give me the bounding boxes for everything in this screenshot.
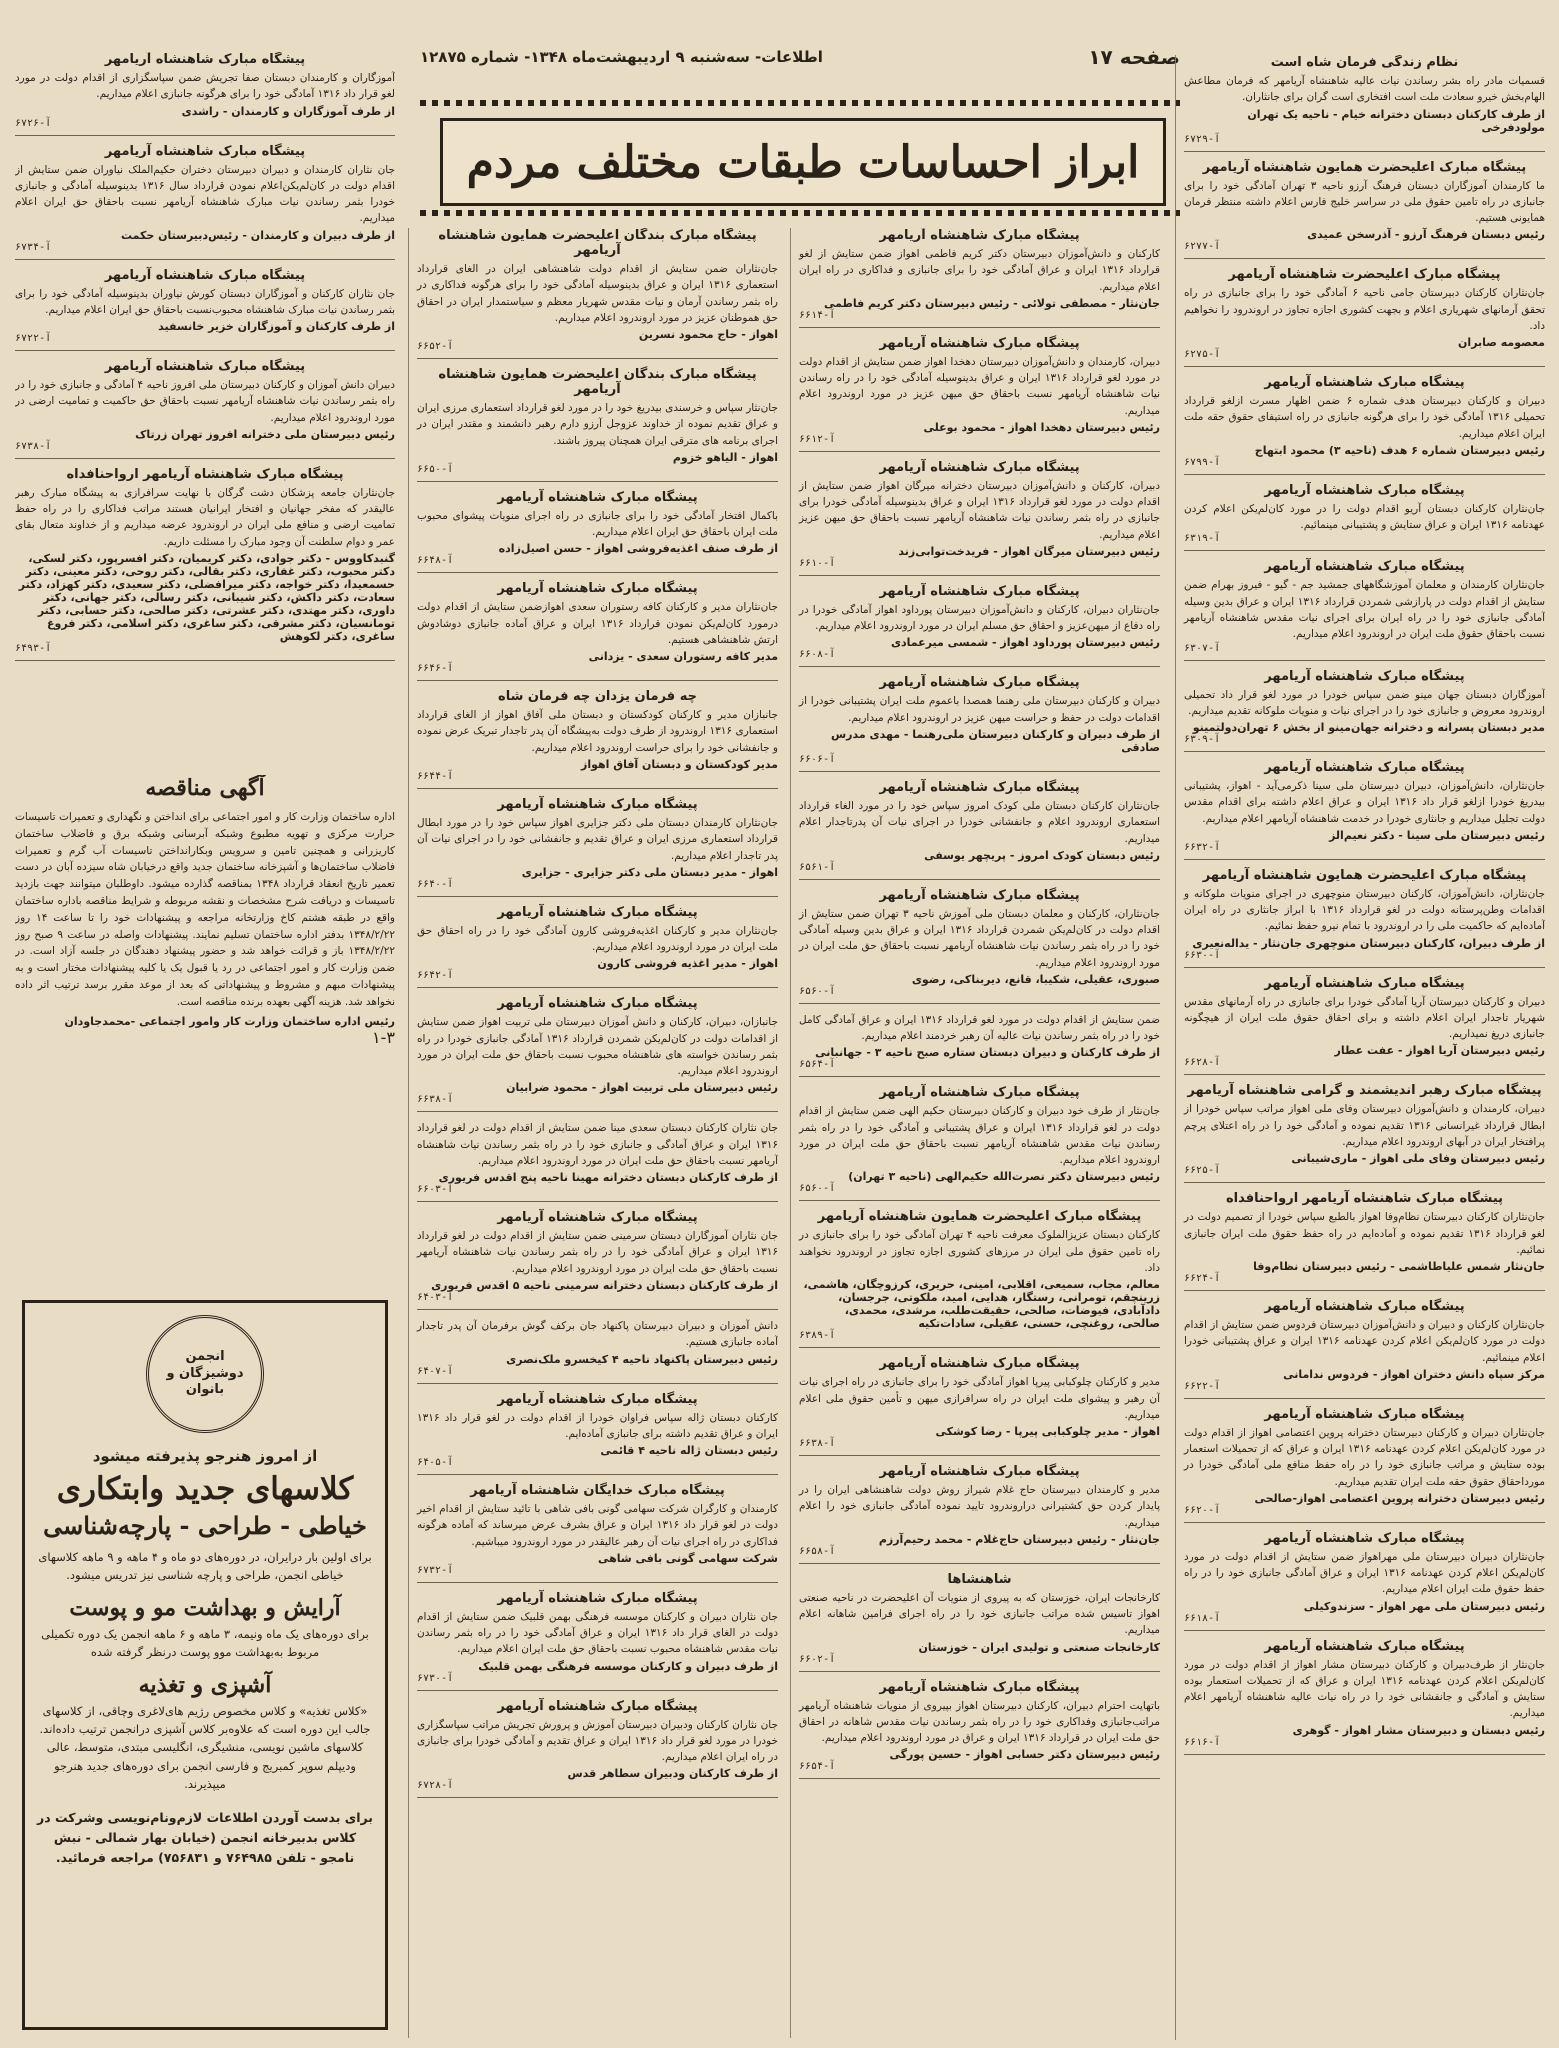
message-signature: رئیس دبیرستان ملی مهر اهواز - سزندوکیلی: [1303, 1599, 1545, 1613]
message-signature: شرکت سهامی گونی بافی شاهی: [597, 1551, 778, 1565]
message-signature: رئیس دبیرستان دخترانه پروین اعتصامی اهواز-صالحی: [1254, 1491, 1545, 1505]
message-title: پیشگاه مبارک شاهنشاه آریامهر: [497, 1590, 698, 1606]
message-body: جان‌نثاران دبیران و کارکنان دبیرستان دخترانه پروین اعتصامی اهواز از اقدام دولت در مورد کان‌لم‌یکن اعلام کردن عهدنامه ۱۳۱۶ ایران و عراق که از تحمیلات استعمار بوده ستایش و مراتب جانبازی خود را در راه حفظ منافع ملی آمادگی خودرا در مورداحقاق حقوق حقه ملت ایران تقدیم میداریم.: [1184, 1426, 1545, 1488]
message-block: [1184, 868, 1545, 968]
message-title: پیشگاه مبارک خدایگان شاهنشاه آریامهر: [470, 1483, 725, 1499]
message-code: آ-۶۴۰۵: [417, 1457, 454, 1469]
message-block: [799, 1572, 1160, 1672]
message-signature: از طرف آموزگاران و کارمندان - راشدی: [181, 104, 395, 118]
message-title: پیشگاه مبارک بندگان اعلیحضرت همایون شاهنشاه آریامهر: [438, 367, 757, 398]
message-block: [417, 1392, 778, 1476]
message-title: پیشگاه مبارک شاهنشاه آریامهر: [497, 904, 698, 920]
message-title: پیشگاه مبارک شاهنشاه آریامهر: [1264, 559, 1465, 575]
message-signature: اهواز - الیاهو خزوم: [672, 450, 778, 464]
message-block: [799, 675, 1160, 772]
message-title: پیشگاه مبارک شاهنشاه آریامهر: [497, 996, 698, 1012]
tender-notice: [15, 775, 395, 1255]
message-code: آ-۶۶۱۶: [1184, 1736, 1221, 1748]
message-signature: رئیس دبستان فرهنگ آرزو - آذرسخن عمیدی: [1307, 228, 1545, 242]
message-block: [799, 1012, 1160, 1078]
ad-headline: کلاسهای جدید وابتکاری: [56, 1471, 354, 1507]
message-body: کارکنان دبستان عزیزالملوک معرفت ناحیه ۴ تهران آمادگی خود را برای جانبازی در راه تامین حقوق ملی ایران در مرزهای کشوری اجازه تجاوز در اروندرود نخواهند داد.: [799, 1229, 1160, 1274]
masthead: [420, 40, 1180, 74]
message-title: پیشگاه مبارک بندگان اعلیحضرت همایون شاهنشاه آریامهر: [438, 228, 757, 258]
message-block: [799, 1209, 1160, 1348]
message-title: پیشگاه مبارک اعلیحضرت همایون شاهنشاه آریامهر: [817, 1209, 1142, 1225]
message-block: [417, 367, 778, 482]
message-signature: از طرف کارکنان و آموزگاران خزیر خانسفید: [158, 320, 395, 334]
message-code: آ-۶۶۱۸: [1184, 1612, 1221, 1624]
message-title: پیشگاه مبارک شاهنشاه آریامهر: [879, 1679, 1080, 1695]
message-code: آ-۶۶۱۰: [799, 557, 836, 569]
message-body: جان نثاران کارکنان و آموزگاران دبستان کورش نیاوران بدینوسیله آمادگی خود را برای بثمر رساندن نیات مبارک شاهنشاه محبوب‌نسبت باحقاق حق ایران اعلام میداریم.: [15, 287, 395, 316]
message-title: پیشگاه مبارک شاهنشاه آریامهر: [879, 779, 1080, 795]
message-title: پیشگاه مبارک شاهنشاه آریامهر: [1264, 482, 1465, 498]
message-signature: از طرف کارکنان دبستان دخترانه خیام - ناحیه یک تهران مولودفرخی: [1247, 107, 1545, 134]
message-title: پیشگاه مبارک شاهنشاه آریامهر: [1264, 668, 1465, 684]
column-4: [15, 52, 395, 762]
message-code: آ-۶۳۰۷: [1184, 642, 1221, 654]
message-code: آ-۶۶۲۸: [1184, 1057, 1221, 1069]
message-title: پیشگاه مبارک شاهنشاه آریامهر: [497, 581, 698, 597]
message-body: ضمن ستایش از اقدام دولت در مورد لغو قرارداد ۱۳۱۶ ایران و عراق آمادگی کامل خود را در راه بثمر رساندن نیات عالیه آن رهبر خردمند اعلام میداریم.: [799, 1013, 1160, 1043]
message-block: [1184, 160, 1545, 260]
message-body: جان‌نثاران کارکنان دبیرستان جامی ناحیه ۶ آمادگی خود را برای جانبازی در راه تحقق آرمانهای شهریاری اعلام و بجهت کشوری اجازه تجاوز در اروندرود را نخواهیم داد.: [1184, 287, 1545, 332]
message-title: پیشگاه مبارک اعلیحضرت شاهنشاه آریامهر: [1228, 267, 1501, 283]
ad-section-hair: آرایش و بهداشت مو و پوست: [69, 1594, 341, 1621]
message-code: آ-۶۷۳۸: [15, 440, 52, 452]
message-title: پیشگاه مبارک شاهنشاه آریامهر: [497, 1210, 698, 1226]
message-block: [1184, 1531, 1545, 1631]
message-body: جان‌نثار از طرف‌دبیران و کارکنان دبیرستان مشار اهواز از اقدام دولت در مورد کان‌لم‌یکن اعلام کردن عهدنامه ۱۳۱۶ ایران و عراق که از تحمیلات استعمار بوده ستایش و آمادگی و جانفشانی خود را در راه نیات عالیه شاهنشاه آریامهر اعلام میداریم.: [1184, 1658, 1545, 1720]
message-block: [417, 581, 778, 681]
message-signature: کارخانجات صنعتی و تولیدی ایران - خوزستان: [918, 1640, 1160, 1654]
message-signature: رئیس دبیرستان ملی تربیت اهواز - محمود ضرابیان: [506, 1081, 778, 1095]
message-code: آ-۶۷۲۶: [15, 117, 52, 129]
ad-text-2: برای دوره‌های یک ماه ونیمه، ۳ ماهه و ۶ ماهه انجمن یک دوره تکمیلی مربوط به‌بهداشت موو پوست درنظر گرفته شده: [41, 1626, 369, 1660]
message-body: جان‌نثاران کارمندان دبستان ملی دکتر جزایری اهواز سپاس خود را در مورد ابطال قرارداد استعماری مرزی ایران و عراق تقدیم و جانفشانی خود را در اجرای نیات آن پدر تاجدار اعلام میداریم.: [417, 816, 778, 862]
message-body: مدیر و کارمندان دبیرستان حاج غلام شیراز روش دولت شاهنشاهی ایران را در پایدار کردن حق کشتیرانی دراروندرود تایید نموده آمادگی جانبازی خود را اعلام میداریم.: [799, 1484, 1160, 1529]
message-signature: رئیس دبیرستان پورداود اهواز - شمسی میرعمادی: [890, 636, 1160, 650]
message-block: [1184, 669, 1545, 753]
message-code: آ-۶۷۳۴: [15, 241, 52, 253]
message-title: پیشگاه مبارک شاهنشاه آریامهر ارواحنافداه: [1225, 1191, 1504, 1207]
message-signature: معالم، مجاب، سمیعی، اقلابی، امینی، حریری، کرزوچگان، هاشمی، زرینچقم، تومرانی، رستگار، هدایی، امید، ملکوتی، جرجسان، دادآبادی، فیوضات، صالحی، حقیقت‌طلب، مرشدی، محمدی، صالحی، روغنچی، حسنی، عقیلی، سادات‌تکیه: [803, 1278, 1160, 1331]
message-code: آ-۶۶۳۸: [417, 1094, 454, 1106]
message-block: [799, 584, 1160, 668]
message-title: پیشگاه مبارک شاهنشاه آریامهر: [104, 143, 306, 159]
message-body: جان‌نثاران، دانش‌آموزان، کارکنان دبیرستان منوچهری در اجرای منویات ملوکانه و اقدامات وطن‌پرستانه دولت در لغو قرارداد ۱۳۱۶ با ابراز جانثاری در راه ایران آماده‌ایم که حاکمیت ملی را در اروندرود با تمام نیرو حفظ نمائیم.: [1184, 887, 1545, 933]
message-title: پیشگاه مبارک شاهنشاه آریامهر: [879, 228, 1080, 243]
message-code: آ-۶۶۲۰: [1184, 1504, 1221, 1516]
message-signature: مدیر کودکستان و دبستان آفاق اهواز: [581, 757, 778, 771]
message-code: آ-۶۶۱۲: [799, 433, 836, 445]
message-block: [799, 336, 1160, 452]
message-block: [417, 1120, 778, 1202]
message-body: ما کارمندان آموزگاران دبستان فرهنگ آرزو ناحیه ۳ تهران آمادگی خود را برای جانبازی در راه تامین حقوق ملی در سراسر خلیج فارس اعلام داشته منتظر فرمان همایونی هستیم.: [1184, 179, 1545, 225]
message-block: [1184, 55, 1545, 152]
message-body: جان‌نثاران کارکنان دبستان ملی کودک امروز سپاس خود را در مورد الغاء قرارداد استعماری اروندرود اعلام و جانفشانی خودرا در اجرای نیات آن پدر‌تاجدار اعلام میداریم.: [799, 799, 1160, 845]
message-body: جان نثاران کارمندان و دبیران دبیرستان دختران حکیم‌الملک نیاوران ضمن ستایش از اقدام دولت در کان‌لم‌یکن‌اعلام نمودن قرارداد سال ۱۳۱۶ بدینوسیله آمادگی و جانبازی خودرا بثمر رساندن نیات مبارک شاهنشاه آریامهر نسبت باحقاق حق ایران اعلام میداریم.: [15, 163, 395, 225]
message-block: [15, 52, 395, 136]
message-signature: صبوری، عقیلی، شکیبا، قانع، دیربناکی، رضوی: [911, 972, 1160, 986]
message-title: پیشگاه مبارک اعلیحضرت همایون شاهنشاه آریامهر: [1202, 159, 1527, 175]
message-signature: از طرف دبیران و کارمندان - رئیس‌دبیرستان حکمت: [120, 228, 395, 242]
message-title: پیشگاه مبارک شاهنشاه آریامهر ارواحنافداه: [66, 466, 344, 482]
message-code: آ-۶۷۳۰: [417, 1672, 454, 1684]
message-title: پیشگاه مبارک شاهنشاه آریامهر: [879, 335, 1080, 351]
message-code: آ-۶۶۲۴: [1184, 1273, 1221, 1285]
message-signature: از طرف کارکنان ودبیران سطاهر قدس: [567, 1767, 778, 1781]
message-body: دبیران، کارمندان و دانش‌آموزان دبیرستان وفای ملی اهواز مراتب سپاس خودرا از ابطال قرارداد غیرانسانی ۱۳۱۶ تقدیم نموده و آمادگی خود را در راه اعتلای پرچم پرافتخار ایران در آبهای اروندرود اعلام میداریم.: [1184, 1103, 1545, 1148]
column-3: [408, 228, 778, 2038]
message-block: [417, 689, 778, 789]
message-title: پیشگاه مبارک شاهنشاه آریامهر: [497, 1698, 698, 1714]
message-body: دبیران، کارکنان و دانش‌آموزان دبیرستان دخترانه میرگان اهواز ضمن ستایش از اقدام دولت در مورد لغو قرارداد ۱۳۱۶ ایران و عراق بدینوسیله آمادگی خودرا برای جانبازی در راه بثمر رساندن نیات شاهنشاه آریامهر نسبت باحقاق حق میهن عزیز اعلام میداریم.: [799, 479, 1160, 541]
message-body: دبیران دانش آموزان و کارکنان دبیرستان ملی افروز ناحیه ۴ آمادگی و جانبازی خود را در راه بثمر رساندن نیات شاهنشاه آریامهر نسبت باحقاق حق حاکمیت و تمامیت ارضی در مورد اروندرود اعلام میداریم.: [15, 379, 395, 424]
column-2: [790, 228, 1160, 2038]
message-title: پیشگاه مبارک شاهنشاه آریامهر: [497, 489, 698, 505]
message-code: آ-۶۶۳۲: [1184, 841, 1221, 853]
message-title: پیشگاه مبارک شاهنشاه آریامهر: [104, 267, 306, 283]
message-block: [417, 905, 778, 989]
message-block: [799, 228, 1160, 328]
headline-box: [440, 118, 1166, 206]
message-title: پیشگاه مبارک شاهنشاه آریامهر: [497, 796, 698, 812]
message-code: آ-۶۴۰۳: [417, 1291, 454, 1303]
message-signature: رئیس دبستان ژاله ناحیه ۴ قائمی: [600, 1444, 778, 1458]
message-code: آ-۶۷۹۹: [1184, 456, 1221, 468]
message-signature: از طرف دبیران و کارکنان دبیرستان ملی‌رهنما - مهدی مدرس صادقی: [831, 727, 1160, 754]
message-body: جانبازان مدیر و کارکنان کودکستان و دبستان ملی آفاق اهواز از الغای قرارداد استعماری ۱۳۱۶ اروندرود از طرف دولت به‌پیشگاه آن پدر تاجدار تبریک عرض نموده و جانفشانی خود را برای حراست اروندرود اعلام میداریم.: [417, 709, 778, 754]
message-block: [417, 1483, 778, 1583]
ad-section-cooking: آشپزی و تغذیه: [138, 1671, 272, 1698]
ad-intro: از امروز هنرجو پذیرفته میشود: [92, 1447, 318, 1465]
message-block: [15, 268, 395, 352]
message-body: آموزگاران و کارمندان دبستان صفا تجریش ضمن سپاسگزاری از اقدام دولت در مورد لغو قرار داد ۱۳۱۶ آمادگی خود را برای هرگونه جانبازی اعلام میداریم.: [15, 72, 395, 101]
page-number: صفحه ۱۷: [1088, 45, 1180, 69]
message-body: جان‌نثاران دبیران دبیرستان ملی مهراهواز ضمن ستایش از اقدام دولت در مورد کان‌لم‌یکن اعلام کردن عهدنامه ۱۳۱۶ ایران و عراق آمادگی جانبازی خود را در راه حفظ حقوق ملت ایران اعلام میداریم.: [1184, 1550, 1545, 1596]
message-code: آ-۶۶۴۴: [417, 770, 454, 782]
message-block: [799, 888, 1160, 1004]
message-body: جان‌نثاران کارکنان دبستان آریو اقدام دولت را در مورد کان‌لم‌یکن اعلام کردن عهدنامه ۱۳۱۶ ایران و عراق ستایش و پشتیبانی مینمائیم.: [1184, 502, 1545, 532]
message-code: آ-۶۵۶۴: [799, 1059, 836, 1071]
message-block: [15, 359, 395, 459]
message-body: جان‌نثار از طرف خود دبیران و کارکنان دبیرستان حکیم الهی ضمن ستایش از اقدام دولت در لغو قرارداد ۱۳۱۶ ایران و عراق پشتیبانی و آمادگی خود را در راه بثمر رساندن نیات مقدس شاهنشاه آریامهر نسبت باحقاق حق ملت ایران در مورد اروندرود اعلام میداریم.: [799, 1105, 1160, 1167]
message-body: جان نثاران کارکنان دبستان سعدی مینا ضمن ستایش از اقدام دولت در لغو قرارداد ۱۳۱۶ ایران و عراق آمادگی و جانبازی خود را در راه بثمر رساندن نیات شاهنشاه آریامهر نسبت باحقاق حق ملت ایران در مورد اروندرود اعلام میداریم.: [417, 1122, 778, 1167]
message-block: [799, 1356, 1160, 1456]
message-block: [1184, 1083, 1545, 1183]
message-body: باکمال افتخار آمادگی خود را برای جانبازی در راه اجرای منویات پیشوای محبوب ملت ایران باحقاق حق ایران اعلام میداریم.: [417, 509, 778, 539]
ad-text-3: «کلاس تغذیه» و کلاس مخصوص رژیم های‌لاغری وچاقی، از کلاسهای جالب این دوره است که علاوه‌بر کلاس آشپزی درانجمن ترتیب داده‌اند. کلاسهای ماشین نویسی، منشیگری، انگلیسی مبتدی، متوسط، عالی ودیپلم سوپر کمبریج و فارسی انجمن برای دوره‌های جدید هنرجو میپذیرند.: [39, 1703, 371, 1792]
message-body: جان‌نثاران ضمن ستایش از اقدام دولت شاهنشاهی ایران در الغای قرارداد استعماری ۱۳۱۶ ایران و عراق بدینوسیله آمادگی خود را برای هرگونه فداکاری در راه بثمر رساندن آرمان و نیات مقدس شهریار معظم و سیاستمدار ایران در احقاق حق هموطنان عزیز در مورد اروندرود اعلام میداریم.: [417, 263, 778, 324]
message-body: دبیران و کارکنان دبیرستان آریا آمادگی خودرا برای جانبازی در راه آرمانهای مقدس شهریار تاجدار ایران اعلام داشته و برای احقاق حقوق ملت ایران از هیچگونه جانبازی دریغ نمیداریم.: [1184, 995, 1545, 1041]
message-code: آ-۶۵۶۰: [799, 985, 836, 997]
message-body: باتهایت احترام دبیران، کارکنان دبیرستان اهواز بپیروی از منویات شاهنشاه آریامهر مراتب‌جانبازی وفداکاری خود را در راه بثمر رساندن نیات مقدس شاهانه در احقاق حق ملت ایران در قرارداد ۱۳۱۶ ایران و عراق در مورد اروندرود اعلام میداریم.: [799, 1699, 1160, 1745]
message-body: قسمیات مادر راه بشر رساندن نیات عالیه شاهنشاه آریامهر که فرمان مطاعش الهام‌بخش خیرو سعادت ملت است افتخاری است گران برای جانثاران.: [1184, 75, 1545, 104]
message-code: آ-۶۶۰۸: [799, 649, 836, 661]
message-code: آ-۶۲۷۵: [1184, 349, 1221, 361]
message-code: آ-۶۴۹۳: [15, 642, 52, 654]
message-title: نظام زندگی فرمان شاه است: [1270, 55, 1459, 70]
message-signature: رئیس دبیرستان وفای ملی اهواز - ماری‌شیبانی: [1291, 1152, 1545, 1166]
message-block: [1184, 375, 1545, 475]
message-signature: رئیس دبستان و دبیرستان مشار اهواز - گوهری: [1292, 1723, 1545, 1737]
message-block: [417, 490, 778, 574]
ad-text-1: برای اولین بار درایران، در دوره‌های دو ماه و ۴ ماهه و ۹ ماهه کلاسهای خیاطی انجمن، طراحی و پارچه شناسی نیز تدریس میشود.: [38, 1550, 372, 1583]
tender-body: اداره ساختمان وزارت کار و امور اجتماعی برای انداختن و نگهداری و تعمیرات تاسیسات حرارت مرکزی و تهویه مطبوع وشبکه آبرسانی وشبکه برق و فاضلاب ساختمان کاریزرانی و همچنین تامین و سرویس وبکارانداختن تاسیسات آب گرم و تعمیرات فاضلاب ساختمان‌ها و آشپزخانه ساختمان جدید واقع درخیابان شاه سیزده آبان در دست تعمیر تاریخ انعقاد قرارداد ۱۳۴۸ بمناقصه گذارده میشود. داوطلبان میتوانند جهت بازدید تاسیسات و دریافت شرح مشخصات و نقشه مربوطه و شرایط مناقصه باداره ساختمان واقع در طبقه هشتم کاخ وزارتخانه مراجعه و پیشنهادات خود را تا ساعت ۱۴ روز ۱۳۴۸/۲/۲۲ بدفتر اداره ساختمان تسلیم نمایند. پیشنهادات واصله در ساعت ۹ صبح روز ۱۳۴۸/۲/۲۲ باز و قرائت خواهد شد و حضور پیشنهاد دهندگان در جلسه آزاد است. در ضمن وزارت کار و امور اجتماعی در رد یا قبول یک یا کلیه پیشنهادات مختار است و به پیشنهادات مبهم و مشروط و پیشنهاداتی که بعد از موعد مقرر برسد ترتیب اثر داده نخواهد شد. هزینه آگهی بعهده برنده مناقصه است.: [15, 811, 395, 1008]
message-signature: جان‌نثار - مصطفی تولائی - رئیس دبیرستان دکتر کریم فاطمی: [823, 296, 1160, 310]
message-block: [417, 228, 778, 359]
message-block: [15, 144, 395, 260]
message-code: آ-۶۶۰۶: [799, 753, 836, 765]
message-signature: رئیس دبیرستان پاکنهاد ناحیه ۴ کیخسرو ملک‌نصری: [506, 1352, 778, 1366]
message-signature: جان‌نثار شمس علیاطاشمی - رئیس دبیرستان نظام‌وفا: [1253, 1260, 1545, 1274]
message-title: پیشگاه مبارک شاهنشاه آریامهر: [1264, 760, 1465, 776]
message-signature: اهواز - مدیر چلوکبابی پیرپا - رضا کوشکی: [935, 1425, 1160, 1439]
message-block: [1184, 1191, 1545, 1291]
message-body: جان نثاران دبیران و کارکنان موسسه فرهنگی بهمن قلبیک ضمن ستایش از اقدام دولت در الغای قرار داد ۱۳۱۶ ایران و عراق آمادگی خود را در راه بثمر رساندن نیات مقدس شاهنشاه محبوب نسبت باحقاق حق ملت ایران اعلام میداریم.: [417, 1610, 778, 1656]
decorative-rule-bottom: [420, 210, 1180, 216]
message-code: آ-۶۶۴۶: [417, 663, 454, 675]
main-headline: ابراز احساسات طبقات مختلف مردم: [466, 136, 1140, 188]
message-block: [1184, 760, 1545, 860]
message-code: آ-۶۶۱۴: [799, 309, 836, 321]
message-body: کارکنان و دانش‌آموزان دبیرستان دکتر کریم فاطمی اهواز ضمن ستایش از لغو قرارداد ۱۳۱۶ ایران و عراق آمادگی خود را برای جانبازی و فداکاری در راه ایران اعلام میداریم.: [799, 248, 1160, 293]
message-body: دانش آموزان و دبیران دبیرستان پاکنهاد جان برکف گوش برفرمان آن پدر تاجدار آماده جانبازی هستیم.: [417, 1319, 778, 1349]
message-body: جان‌نثاران، دانش‌آموزان، دبیران دبیرستان ملی سینا ذکرمی‌آید - اهواز، پشتیبانی بیدریغ خودرا ازلغو قرار داد ۱۳۱۶ ایران و عراق اعلام داشته برای اقدام مقدس دولت تجلیل میداریم و جانثاری خودرا در خدمت شاهنشاه آریامهر اعلام میداریم.: [1184, 780, 1545, 825]
tender-title: آگهی مناقصه: [145, 775, 265, 801]
message-code: آ-۶۶۴۰: [417, 878, 454, 890]
message-body: دبیران، کارمندان و دانش‌آموزان دبیرستان دهخدا اهواز ضمن ستایش از اقدام دولت در مورد لغو قرارداد ۱۳۱۶ ایران و عراق بدینوسیله آمادگی خود را در راه رساندن نیات شاهنشاه آریامهر نسبت باحقاق حق میهن عزیز در مورد اروندرود اعلام میداریم.: [799, 355, 1160, 417]
message-block: [1184, 1639, 1545, 1755]
message-signature: معصومه صابران: [1458, 336, 1545, 350]
message-code: آ-۶۵۶۱: [799, 861, 836, 873]
message-title: پیشگاه مبارک شاهنشاه آریامهر: [1264, 975, 1465, 991]
message-code: آ-۶۴۰۷: [417, 1365, 454, 1377]
message-title: پیشگاه مبارک اعلیحضرت همایون شاهنشاه آریامهر: [1202, 867, 1527, 883]
message-block: [799, 1085, 1160, 1201]
message-body: جان‌نثاران، کارکنان و معلمان دبستان ملی آموزش ناحیه ۳ تهران ضمن ستایش از اقدام دولت در کان‌لم‌یکن شمردن قرارداد ۱۳۱۶ ایران و عراق بدین وسیله آمادگی خود را در راه بثمر رساندن نیات شاهنشاه آریامهر نسبت باحقاق حق ملت ایران در مورد اروندرود اعلام میداریم.: [799, 907, 1160, 969]
message-signature: از طرف دبیران و کارکنان موسسه فرهنگی بهمن قلبیک: [478, 1659, 778, 1673]
message-block: [1184, 483, 1545, 552]
issue-line: اطلاعات- سه‌شنبه ۹ اردیبهشت‌ماه ۱۳۴۸- شماره ۱۲۸۷۵: [420, 48, 823, 66]
message-body: جان‌نثاران کارکنان دبیرستان نظام‌وفا اهواز بالطبع سپاس خودرا از تصمیم دولت در لغو قرارداد ۱۳۱۶ تقدیم نموده و آماده‌ایم در راه حفظ حقوق ملت ایران جانبازی نمائیم.: [1184, 1211, 1545, 1256]
message-title: پیشگاه مبارک شاهنشاه آریامهر: [1264, 375, 1465, 391]
message-block: [1184, 976, 1545, 1076]
message-signature: رئیس دبیرستان میرگان اهواز - فریدخت‌توابی‌زند: [898, 544, 1160, 558]
message-title: پیشگاه مبارک شاهنشاه آریامهر: [497, 1391, 698, 1407]
message-body: جان‌نثاران کارکنان و دبیران و دانش‌آموزان دبیرستان فردوس ضمن ستایش از اقدام دولت در مورد کان‌لم‌یکن اعلام کردن عهدنامه ۱۳۱۶ ایران و عراق پشتیبانی خودرا اعلام مینمائیم.: [1184, 1319, 1545, 1364]
message-body: جان نثاران کارکنان ودبیران دبیرستان آموزش و پرورش تجریش مراتب سپاسگزاری خودرا در مورد لغو قرار داد ۱۳۱۶ ایران و عراق تقدیم و آمادگی خودرا برای جانبازی در راه ایران اعلام میداریم.: [417, 1718, 778, 1764]
message-body: دبیران و کارکنان دبیرستان هدف شماره ۶ ضمن اظهار مسرت ازلغو قرارداد تحمیلی ۱۳۱۶ آمادگی خود را برای هرگونه جانبازی در راه استیفای حقوق حقه ملت ایران اعلام میداریم.: [1184, 395, 1545, 440]
message-signature: رئیس دبیرستان ملی دخترانه افروز تهران زرتاک: [135, 427, 395, 441]
message-body: دبیران و کارکنان دبیرستان ملی رهنما همصدا باعموم ملت ایران پشتیبانی خودرا از اقدامات دولت در حفظ و حراست میهن عزیز در اروندرود اعلام میداریم.: [799, 695, 1160, 724]
message-block: [417, 996, 778, 1112]
message-signature: اهواز - حاج محمود نسرین: [638, 328, 778, 342]
message-signature: از طرف صنف اغذیه‌فروشی اهواز - حسن اصیل‌زاده: [498, 542, 778, 556]
message-signature: رئیس دبیرستان دکتر حسابی اهواز - حسین پورگی: [889, 1748, 1160, 1762]
message-body: کارخانجات ایران، خوزستان که به پیروی از منویات آن اعلیحضرت در ناحیه صنعتی اهواز تاسیس شده مراتب جانبازی خود را در راه اجرای فرامین شاهانه اعلام میداریم.: [799, 1591, 1160, 1637]
message-code: آ-۶۶۰۲: [799, 1653, 836, 1665]
message-body: جان‌نثاران کارمندان و معلمان آموزشگاههای جمشید جم - گیو - فیروز بهرام ضمن ستایش از اقدام دولت در پارازشی شمردن قرارداد ۱۳۱۶ ایران و عراق بدین وسیله آمادگی جانبازی خود را در راه ایران برای اجرای نیات مقدس شاهنشاه آریامهر نسبت باحقاق حقوق ملت ایران در اروندرود اعلام میداریم.: [1184, 579, 1545, 641]
message-title: پیشگاه مبارک شاهنشاه آریامهر: [104, 359, 306, 375]
message-code: آ-۶۳۱۹: [1184, 533, 1221, 545]
message-body: کارمندان و کارگران شرکت سهامی گونی بافی شاهی با تائید ستایش از اقدام اخیر دولت در لغو قرار داد ۱۳۱۶ ایران و عراق بشرف عرض میرساند که آماده هرگونه فداکاری در راه اجرای نیات آن رهبر عالیقدر در مورد اروندرود میباشیم.: [417, 1503, 778, 1548]
message-block: [799, 460, 1160, 576]
message-body: جانبازان، دبیران، کارکنان و دانش آموزان دبیرستان ملی تربیت اهواز ضمن ستایش از اقدامات دولت در کان‌لم‌یکن شمردن قرارداد ۱۳۱۶ آمادگی جانبازی خودرا در راه بثمر رساندن خواسته های شاهنشاه محبوب نسبت باحقاق حق ملت ایران در مورد اروندرود اعلام میداریم.: [417, 1016, 778, 1078]
message-code: آ-۶۶۴۲: [417, 970, 454, 982]
ad-footer: برای بدست آوردن اطلاعات لازم‌ونام‌نویسی وشرکت در کلاس بدبیرخانه انجمن (خیابان بهار شمالی - نبش نامجو - تلفن ۷۶۴۹۸۵ و ۷۵۶۸۳۱) مراجعه فرمائید.: [37, 1809, 373, 1865]
tender-code: ۱-۳: [372, 1027, 395, 1047]
message-code: آ-۶۶۲۲: [1184, 1380, 1221, 1392]
message-signature: رئیس دبیرستان دکتر نصرت‌الله حکیم‌الهی (ناحیه ۳ تهران): [848, 1170, 1160, 1184]
message-signature: مرکز سپاه دانش دختران اهواز - فردوس ندامانی: [1283, 1367, 1545, 1381]
message-block: [799, 1464, 1160, 1564]
message-title: پیشگاه مبارک شاهنشاه آریامهر: [879, 1085, 1080, 1101]
message-block: [417, 1318, 778, 1384]
message-signature: گنبدکاووس - دکتر جوادی، دکتر کریمیان، دکتر افسرپور، دکتر لسکی، دکتر محبوب، دکتر غفاری، دکتر بقالی، دکتر روحی، دکتر معینی، دکتر حسمعیدا، دکتر خواجه، دکتر میرافضلی، دکتر سعیدی، دکتر کهزاد، دکتر سعادت، دکتر داکش، دکتر شیبانی، دکتر رسالی، دکتر جهانی، دکتر داوری، دکتر مهتدی، دکتر عشرتی، دکتر صالحی، دکتر حسابی، دکتر تومانسیان، دکتر مشرقی، دکتر ساغری، دکتر اسلامی، دکتر فروغ ساغری، دکتر لکوهش: [18, 551, 395, 643]
message-code: آ-۶۳۰۹: [1184, 734, 1221, 746]
message-signature: از طرف دبیران، کارکنان دبیرستان منوچهری جان‌نثار - یداله‌نعیری: [1192, 936, 1545, 950]
message-code: آ-۶۶۵۲: [417, 341, 454, 353]
message-signature: اهواز - مدیر اغذیه فروشی کارون: [597, 957, 778, 971]
message-block: [1184, 559, 1545, 660]
message-signature: رئیس دبستان کودک امروز - پریچهر یوسفی: [924, 848, 1160, 862]
message-block: [1184, 267, 1545, 367]
message-title: پیشگاه مبارک شاهنشاه آریامهر: [879, 583, 1080, 599]
message-title: پیشگاه مبارک شاهنشاه آریامهر: [1264, 1638, 1465, 1654]
message-body: جان‌نثاران مدیر و کارکنان اغذیه‌فروشی کارون آمادگی خود را در راه احقاق حق ملت ایران در مورد اروندرود اعلام میداریم.: [417, 924, 778, 954]
message-title: پیشگاه مبارک شاهنشاه آریامهر: [1264, 1406, 1465, 1422]
message-title: شاهنشاها: [947, 1571, 1012, 1587]
message-signature: رئیس دبیرستان ملی سینا - دکتر نعیم‌الز: [1329, 828, 1545, 842]
message-code: آ-۶۷۲۲: [15, 333, 52, 345]
message-title: پیشگاه مبارک شاهنشاه آریامهر: [879, 1356, 1080, 1372]
message-signature: از طرف کارکنان و دبیران دبستان ستاره صبح ناحیه ۳ - جهانبانی: [815, 1046, 1160, 1060]
message-title: پیشگاه مبارک شاهنشاه آریامهر: [1264, 1530, 1465, 1546]
message-block: [417, 1699, 778, 1799]
ad-subhead: خیاطی - طراحی - پارچه‌شناسی: [43, 1511, 367, 1540]
message-body: مدیر و کارکنان چلوکبابی پیرپا اهواز آمادگی خود را برای جانبازی در راه اجرای نیات آن رهبر و پیشوای ملت ایران در راه سرافرازی میهن و تأمین حقوق ملی اعلام میداریم.: [799, 1376, 1160, 1421]
decorative-rule-top: [420, 100, 1180, 106]
message-signature: از طرف کارکنان دبستان دخترانه مهینا ناحیه پنج اقدس فریوری: [438, 1171, 778, 1185]
message-code: آ-۶۶۴۸: [417, 555, 454, 567]
message-title: چه فرمان یزدان چه فرمان شاه: [498, 689, 697, 705]
message-title: پیشگاه مبارک شاهنشاه آریامهر: [879, 1464, 1080, 1480]
message-code: آ-۶۵۶۰: [799, 1183, 836, 1195]
message-code: آ-۶۷۲۹: [1184, 133, 1221, 145]
message-signature: جان‌نثار - رئیس دبیرستان حاج‌غلام - محمد رحیم‌آرزم: [878, 1532, 1160, 1546]
message-signature: رئیس دبیرستان شماره ۶ هدف (ناحیه ۳) محمود ابتهاج: [1254, 443, 1545, 457]
message-body: جان‌نثار سپاس و خرسندی بیدریغ خود را در مورد لغو قرارداد استعماری مرزی ایران و عراق تقدیم نموده از خداوند عزوجل آرزو دارم رهبر دانشمند و مقتدر ایران در اجرای برنامه های مترقی ایران همچنان پیروز باشند.: [417, 402, 778, 447]
classes-advertisement: [22, 1300, 388, 2030]
message-title: پیشگاه مبارک شاهنشاه آریامهر: [879, 459, 1080, 475]
association-seal: انجمن دوشیزگان و بانوان: [146, 1315, 264, 1433]
message-code: آ-۶۲۷۷: [1184, 241, 1221, 253]
tender-signature: رئیس اداره ساختمان وزارت کار وامور اجتماعی -محمدجاودان: [64, 1014, 395, 1028]
message-code: آ-۶۶۳۰: [1184, 949, 1221, 961]
message-code: آ-۶۶۵۸: [799, 1545, 836, 1557]
message-code: آ-۶۶۲۵: [1184, 1165, 1221, 1177]
message-signature: مدیر کافه رستوران سعدی - یزدانی: [588, 650, 778, 664]
message-code: آ-۶۶۵۴: [799, 1761, 836, 1773]
message-code: آ-۶۶۵۰: [417, 463, 454, 475]
message-title: پیشگاه مبارک شاهنشاه آریامهر: [104, 52, 306, 67]
message-body: جان‌نثاران دبیران، کارکنان و دانش‌آموزان دبیرستان پوردا‌ود اهواز آمادگی خودرا در راه دفاع از میهن‌عزیز و احقاق حق مسلم ایران در مورد اروندرود اعلام میداریم.: [799, 603, 1160, 633]
message-signature: اهواز - مدیر دبستان ملی دکتر جزایری - جزایری: [521, 865, 778, 879]
message-body: جان‌نثاران مدیر و کارکنان کافه رستوران سعدی اهوازضمن ستایش از اقدام دولت درمورد کان‌لم‌یکن نمودن قرارداد ۱۳۱۶ ایران و عراق آماده جانبازی دوشادوش ارتش شاهنشاهی هستیم.: [417, 601, 778, 646]
message-block: [1184, 1299, 1545, 1399]
message-code: آ-۶۳۸۹: [799, 1330, 836, 1342]
message-body: جان نثاران آموزگاران دبستان سرمینی ضمن ستایش از اقدام دولت در لغو قرارداد ۱۳۱۶ ایران و عراق آمادگی خود را در راه بثمر رساندن نیات شاهنشاه آریامهر نسبت باحقاق حق ملت ایران در مورد اروندرود اعلام میداریم.: [417, 1230, 778, 1275]
message-signature: مدیر دبستان پسرانه و دخترانه جهان‌مینو از بخش ۶ تهران‌دولتمینو: [1192, 721, 1545, 735]
message-block: [799, 1680, 1160, 1780]
message-title: پیشگاه مبارک شاهنشاه آریامهر: [879, 675, 1080, 691]
message-block: [417, 797, 778, 897]
message-code: آ-۶۶۳۸: [799, 1438, 836, 1450]
message-body: جان‌نثاران جامعه پزشکان دشت گرگان با نهایت سرافرازی به پیشگاه مبارک رهبر عالیقدر که مفخر جهانیان و افتخار ایرانیان هستند مراتب فداکاری را در راه حفظ تمامیت ارضی و منافع ملی ایران در اروندرود عرضه میداریم و از خداوند متعال بقای عمر و دوام سلطنت آن وجود مبارک را مسئلت داریم.: [15, 486, 395, 548]
message-block: [417, 1210, 778, 1310]
message-block: [417, 1591, 778, 1691]
message-block: [799, 780, 1160, 880]
message-signature: رئیس دبیرستان آریا اهواز - عفت عطار: [1334, 1044, 1545, 1058]
message-title: پیشگاه مبارک شاهنشاه آریامهر: [1264, 1299, 1465, 1315]
message-body: کارکنان دبستان ژاله سپاس فراوان خودرا از اقدام دولت در لغو قرار داد ۱۳۱۶ ایران و عراق تقدیم داشته برای جانبازی آماده‌ایم.: [417, 1411, 778, 1440]
message-code: آ-۶۷۲۸: [417, 1780, 454, 1792]
column-1: [1175, 55, 1545, 2040]
message-body: آموزگاران دبستان جهان مینو ضمن سپاس خودرا در مورد لغو قرار داد تحمیلی اروندرود معروض و جانبازی خود را در اجرای نیات و منویات ملوکانه تقدیم میداریم.: [1184, 688, 1545, 717]
message-code: آ-۶۶۰۳: [417, 1184, 454, 1196]
message-title: پیشگاه مبارک رهبر اندیشمند و گرامی شاهنشاه آریامهر: [1187, 1083, 1542, 1099]
message-block: [15, 467, 395, 661]
message-signature: رئیس دبیرستان دهخدا اهواز - محمود بوعلی: [923, 420, 1160, 434]
message-block: [1184, 1407, 1545, 1523]
message-code: آ-۶۷۳۲: [417, 1564, 454, 1576]
message-title: پیشگاه مبارک شاهنشاه آریامهر: [879, 887, 1080, 903]
message-signature: از طرف کارکنان دبستان دخترانه سرمینی ناحیه ۵ اقدس فریوری: [431, 1278, 778, 1292]
